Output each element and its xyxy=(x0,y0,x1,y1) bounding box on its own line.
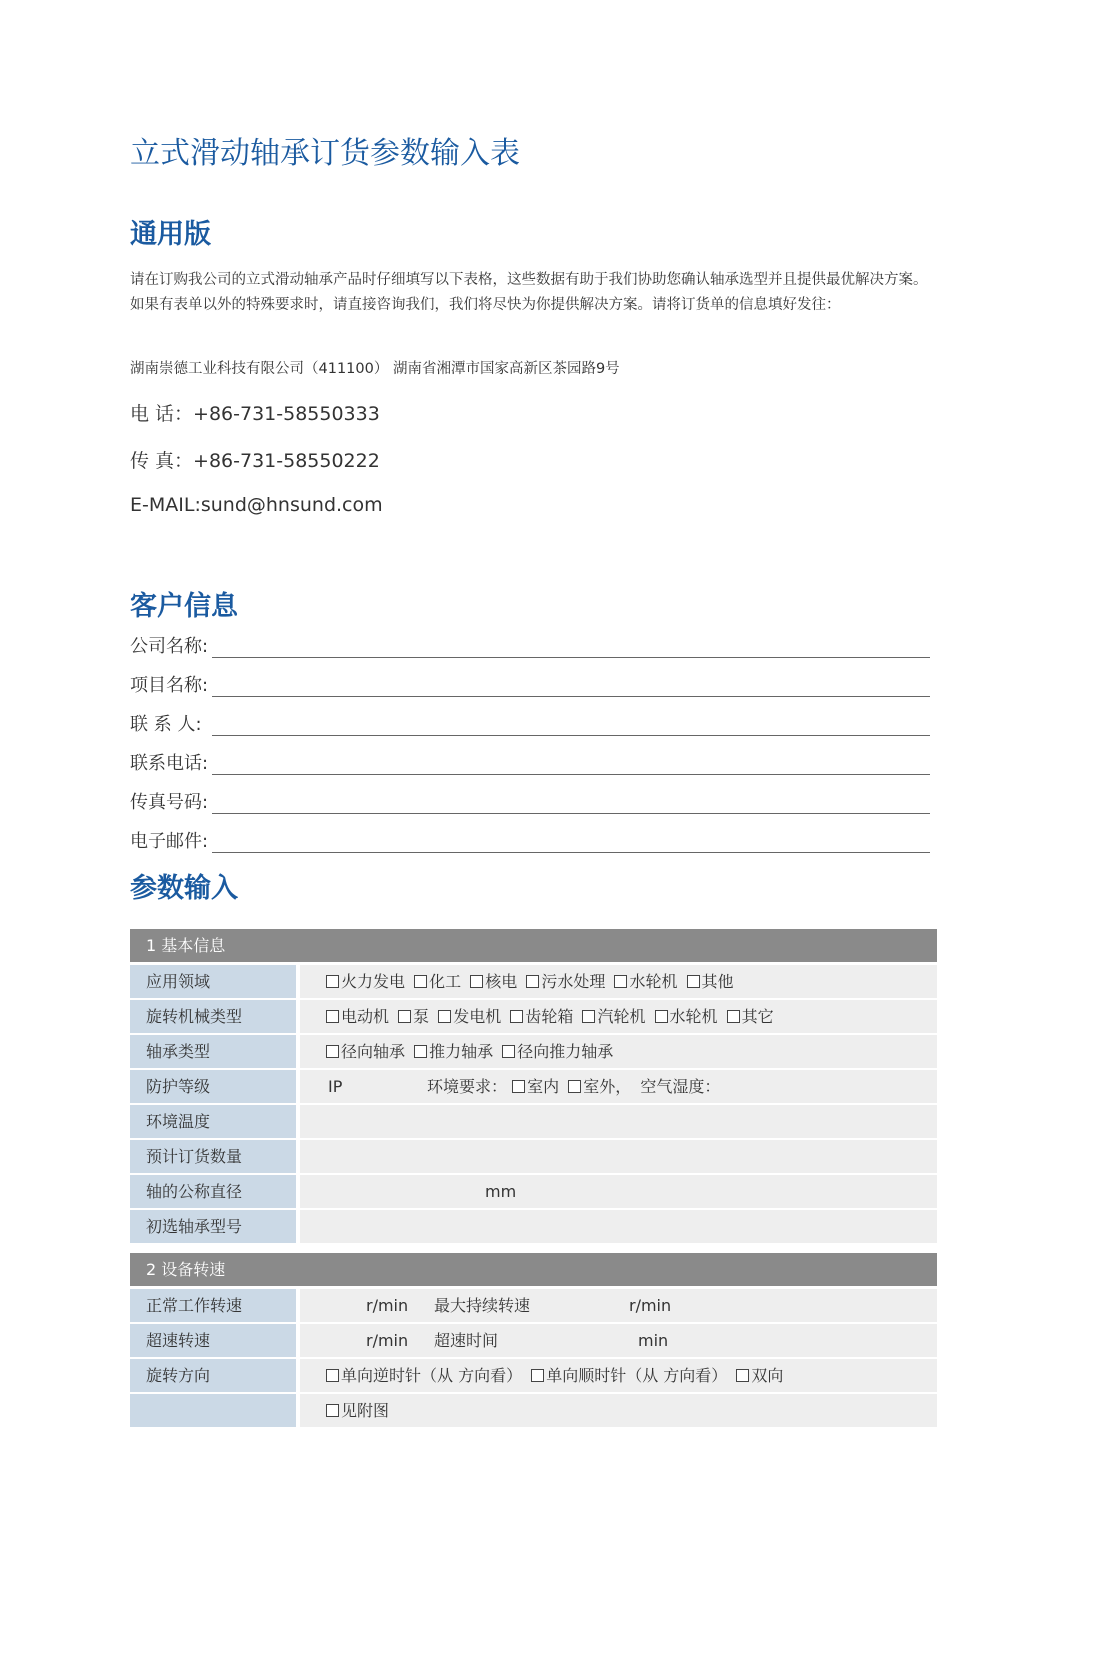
row-label: 轴承类型 xyxy=(130,1035,296,1068)
checkbox-option[interactable]: 污水处理 xyxy=(526,972,605,991)
row-label: 轴的公称直径 xyxy=(130,1175,296,1208)
row-value xyxy=(300,1394,937,1427)
version-heading: 通用版 xyxy=(130,219,211,250)
row-bearing-type xyxy=(130,1035,937,1068)
row-value xyxy=(300,1035,937,1068)
humidity-label: 空气湿度： xyxy=(640,1077,721,1096)
row-direction xyxy=(130,1359,937,1392)
row-shaft-diameter xyxy=(130,1175,937,1208)
row-label: 正常工作转速 xyxy=(130,1289,296,1322)
checkbox-option[interactable]: 核电 xyxy=(470,972,517,991)
checkbox-option[interactable]: 其它 xyxy=(727,1007,774,1026)
checkbox-icon[interactable] xyxy=(655,1010,668,1023)
input-cell[interactable] xyxy=(300,1324,937,1357)
checkbox-option[interactable]: 水轮机 xyxy=(655,1007,718,1026)
checkbox-option[interactable]: 室内 xyxy=(512,1077,559,1096)
unit-label: r/min xyxy=(366,1296,409,1315)
field-label: 电子邮件: xyxy=(130,831,209,852)
unit-label: min xyxy=(638,1331,669,1350)
email-line: E-MAIL:sund@hnsund.com xyxy=(130,494,383,516)
row-overspeed xyxy=(130,1324,937,1357)
checkbox-option[interactable]: 径向轴承 xyxy=(326,1042,405,1061)
project-name-field[interactable] xyxy=(130,669,930,699)
input-cell[interactable] xyxy=(300,1210,937,1243)
checkbox-icon[interactable] xyxy=(582,1010,595,1023)
checkbox-option[interactable]: 其他 xyxy=(687,972,734,991)
fill-line[interactable] xyxy=(212,813,930,814)
checkbox-icon[interactable] xyxy=(614,975,627,988)
row-value xyxy=(300,1359,937,1392)
checkbox-icon[interactable] xyxy=(470,975,483,988)
checkbox-option[interactable]: 电动机 xyxy=(326,1007,389,1026)
email-field[interactable] xyxy=(130,825,930,855)
checkbox-option[interactable]: 泵 xyxy=(398,1007,429,1026)
company-name-field[interactable] xyxy=(130,630,930,660)
checkbox-option[interactable]: 室外， xyxy=(568,1077,631,1096)
row-label: 环境温度 xyxy=(130,1105,296,1138)
checkbox-option[interactable]: 汽轮机 xyxy=(582,1007,645,1026)
row-protection xyxy=(130,1070,937,1103)
checkbox-option[interactable]: 双向 xyxy=(736,1366,783,1385)
row-label: 防护等级 xyxy=(130,1070,296,1103)
contact-phone-field[interactable] xyxy=(130,747,930,777)
checkbox-option[interactable]: 单向顺时针（从 方向看） xyxy=(531,1366,727,1385)
row-label: 预计订货数量 xyxy=(130,1140,296,1173)
checkbox-option[interactable]: 水轮机 xyxy=(614,972,677,991)
row-label xyxy=(130,1394,296,1427)
fax-line: 传 真：+86-731-58550222 xyxy=(130,450,380,472)
section-basic-info-header: 1 基本信息 xyxy=(130,929,937,962)
checkbox-icon[interactable] xyxy=(502,1045,515,1058)
fill-line[interactable] xyxy=(212,657,930,658)
input-cell[interactable] xyxy=(300,1175,937,1208)
phone-line: 电 话：+86-731-58550333 xyxy=(130,403,380,425)
input-cell[interactable] xyxy=(300,1140,937,1173)
checkbox-icon[interactable] xyxy=(326,1369,339,1382)
fill-line[interactable] xyxy=(212,774,930,775)
unit-label: mm xyxy=(485,1182,517,1201)
row-label: 超速转速 xyxy=(130,1324,296,1357)
row-label: 初选轴承型号 xyxy=(130,1210,296,1243)
params-heading: 参数输入 xyxy=(130,873,238,904)
environment-label: 环境要求： xyxy=(427,1077,508,1096)
checkbox-icon[interactable] xyxy=(326,1404,339,1417)
max-speed-label: 最大持续转速 xyxy=(434,1296,531,1315)
field-label: 公司名称: xyxy=(130,636,209,657)
checkbox-option[interactable]: 火力发电 xyxy=(326,972,405,991)
checkbox-icon[interactable] xyxy=(736,1369,749,1382)
checkbox-icon[interactable] xyxy=(510,1010,523,1023)
checkbox-icon[interactable] xyxy=(568,1080,581,1093)
field-label: 项目名称: xyxy=(130,675,209,696)
input-cell[interactable] xyxy=(300,1289,937,1322)
row-value[interactable] xyxy=(300,1070,937,1103)
checkbox-option[interactable]: 见附图 xyxy=(326,1401,389,1420)
row-label: 应用领域 xyxy=(130,965,296,998)
page-title: 立式滑动轴承订货参数输入表 xyxy=(130,136,520,171)
row-value xyxy=(300,965,937,998)
checkbox-icon[interactable] xyxy=(326,1010,339,1023)
checkbox-option[interactable]: 发电机 xyxy=(438,1007,501,1026)
checkbox-option[interactable]: 化工 xyxy=(414,972,461,991)
checkbox-option[interactable]: 推力轴承 xyxy=(414,1042,493,1061)
unit-label: r/min xyxy=(629,1296,672,1315)
checkbox-icon[interactable] xyxy=(326,1045,339,1058)
row-label: 旋转机械类型 xyxy=(130,1000,296,1033)
overspeed-time-label: 超速时间 xyxy=(434,1331,499,1350)
checkbox-option[interactable]: 单向逆时针（从 方向看） xyxy=(326,1366,522,1385)
intro-paragraph: 请在订购我公司的立式滑动轴承产品时仔细填写以下表格，这些数据有助于我们协助您确认轴承选型并且提供最优解决方案。如果有表单以外的特殊要求时，请直接咨询我们，我们将尽快为你提供解决方案。请将订货单的信息填好发往： xyxy=(130,272,928,313)
checkbox-icon[interactable] xyxy=(531,1369,544,1382)
row-order-qty xyxy=(130,1140,937,1173)
row-normal-speed xyxy=(130,1289,937,1322)
row-label: 旋转方向 xyxy=(130,1359,296,1392)
row-bearing-model xyxy=(130,1210,937,1243)
field-label: 联 系 人: xyxy=(130,714,202,735)
section-speed-header: 2 设备转速 xyxy=(130,1253,937,1286)
fill-line[interactable] xyxy=(212,852,930,853)
row-application xyxy=(130,965,937,998)
checkbox-icon[interactable] xyxy=(398,1010,411,1023)
customer-info-heading: 客户信息 xyxy=(130,591,238,622)
fill-line[interactable] xyxy=(212,696,930,697)
checkbox-icon[interactable] xyxy=(414,975,427,988)
contact-person-field[interactable] xyxy=(130,708,930,738)
checkbox-option[interactable]: 径向推力轴承 xyxy=(502,1042,613,1061)
checkbox-icon[interactable] xyxy=(326,975,339,988)
company-address: 湖南崇德工业科技有限公司（411100） 湖南省湘潭市国家高新区茶园路9号 xyxy=(130,361,620,377)
fax-number-field[interactable] xyxy=(130,786,930,816)
unit-label: r/min xyxy=(366,1331,409,1350)
row-attachment xyxy=(130,1394,937,1427)
row-ambient-temp xyxy=(130,1105,937,1138)
row-value xyxy=(300,1000,937,1033)
checkbox-option[interactable]: 齿轮箱 xyxy=(510,1007,573,1026)
row-machine-type xyxy=(130,1000,937,1033)
checkbox-icon[interactable] xyxy=(414,1045,427,1058)
checkbox-icon[interactable] xyxy=(727,1010,740,1023)
checkbox-icon[interactable] xyxy=(438,1010,451,1023)
checkbox-icon[interactable] xyxy=(512,1080,525,1093)
checkbox-icon[interactable] xyxy=(526,975,539,988)
field-label: 联系电话: xyxy=(130,753,209,774)
checkbox-icon[interactable] xyxy=(687,975,700,988)
field-label: 传真号码: xyxy=(130,792,209,813)
input-cell[interactable] xyxy=(300,1105,937,1138)
ip-label: IP xyxy=(328,1077,343,1096)
fill-line[interactable] xyxy=(212,735,930,736)
